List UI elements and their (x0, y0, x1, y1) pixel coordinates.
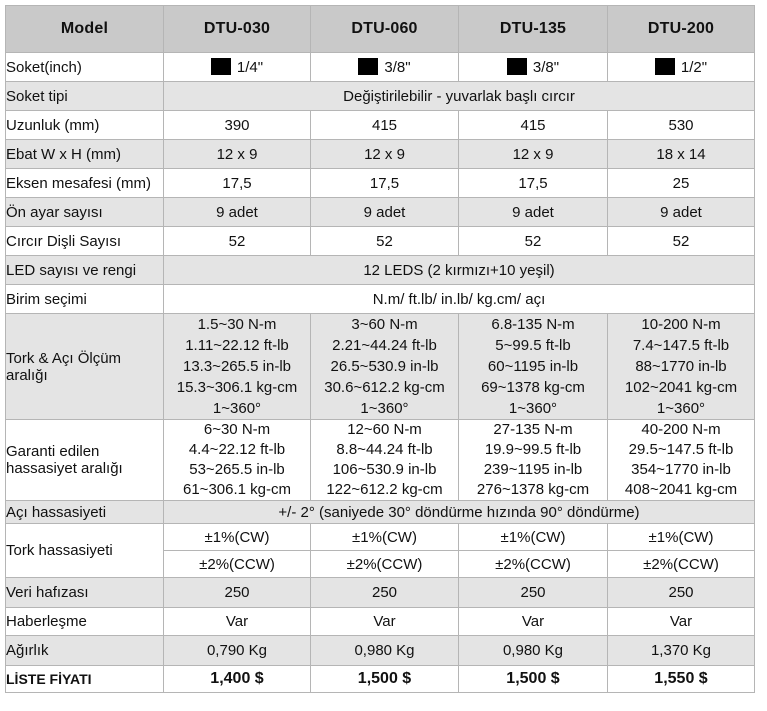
cell-aci-hassasiyet: +/- 2° (saniyede 30° döndürme hızında 90° döndürme) (164, 501, 755, 524)
cell-value: Var (608, 608, 755, 636)
cell-value: 250 (608, 578, 755, 608)
cell-value: ±2%(CCW) (164, 551, 311, 578)
cell-value: 3/8" (532, 59, 560, 76)
cell-garanti-060 (311, 420, 459, 501)
row-label: Soket tipi (6, 82, 164, 111)
header-row (6, 6, 755, 53)
row-soket (6, 53, 755, 82)
cell-value: ±2%(CCW) (459, 551, 608, 578)
header-dtu-135: DTU-135 (459, 6, 608, 53)
cell-line: 239~1195 in-lb (483, 461, 583, 478)
cell-line: 1~360° (656, 400, 706, 417)
cell-value: 25 (608, 169, 755, 198)
cell-value: 17,5 (311, 169, 459, 198)
row-tork-hassasiyet-cw (6, 524, 755, 551)
cell-birim: N.m/ ft.lb/ in.lb/ kg.cm/ açı (164, 285, 755, 314)
cell-line: 1.11~22.12 ft-lb (185, 337, 289, 354)
row-label: Ağırlık (6, 636, 164, 666)
black-square-icon (211, 58, 231, 75)
cell-line: 26.5~530.9 in-lb (330, 358, 439, 375)
cell-soket-060 (311, 53, 459, 82)
cell-line: 354~1770 in-lb (631, 461, 731, 478)
cell-value: ±2%(CCW) (311, 551, 459, 578)
cell-line: 8.8~44.24 ft-lb (336, 441, 433, 458)
row-label: Birim seçimi (6, 285, 164, 314)
cell-line: 69~1378 kg-cm (481, 379, 585, 396)
row-soket-tipi (6, 82, 755, 111)
row-label (6, 314, 164, 420)
cell-value: ±1%(CW) (164, 524, 311, 551)
cell-value: Var (164, 608, 311, 636)
price-value: 1,500 $ (311, 666, 459, 693)
cell-value: 415 (311, 111, 459, 140)
cell-value: 250 (164, 578, 311, 608)
cell-value: 9 adet (608, 198, 755, 227)
cell-value: 250 (311, 578, 459, 608)
cell-value: 52 (164, 227, 311, 256)
cell-line: 40-200 N-m (641, 421, 721, 438)
cell-line: 6.8-135 N-m (491, 316, 575, 333)
cell-line: 3~60 N-m (351, 316, 418, 333)
row-aci-hassasiyet (6, 501, 755, 524)
cell-line: 13.3~265.5 in-lb (182, 358, 291, 375)
cell-value: ±1%(CW) (459, 524, 608, 551)
cell-tork-aci-060 (311, 314, 459, 420)
cell-line: 1~360° (508, 400, 558, 417)
row-led (6, 256, 755, 285)
cell-value: 0,980 Kg (459, 636, 608, 666)
row-label: Açı hassasiyeti (6, 501, 164, 524)
cell-value: 1/2" (680, 59, 708, 76)
cell-line: 19.9~99.5 ft-lb (484, 441, 582, 458)
price-value: 1,550 $ (608, 666, 755, 693)
cell-value: 415 (459, 111, 608, 140)
cell-value: ±1%(CW) (608, 524, 755, 551)
price-value: 1,500 $ (459, 666, 608, 693)
row-eksen (6, 169, 755, 198)
cell-value: 9 adet (459, 198, 608, 227)
cell-tork-aci-135 (459, 314, 608, 420)
label-line: Tork & Açı Ölçüm (6, 349, 122, 367)
cell-value: 3/8" (384, 59, 411, 76)
cell-line: 27-135 N-m (493, 421, 573, 438)
cell-soket-135 (459, 53, 608, 82)
row-birim (6, 285, 755, 314)
cell-line: 4.4~22.12 ft-lb (188, 441, 286, 458)
cell-value: 0,980 Kg (311, 636, 459, 666)
cell-line: 276~1378 kg-cm (476, 481, 590, 498)
cell-value: 12 x 9 (459, 140, 608, 169)
row-haberlesme (6, 608, 755, 636)
cell-value: Var (459, 608, 608, 636)
cell-line: 102~2041 kg-cm (624, 379, 738, 396)
cell-value: Var (311, 608, 459, 636)
cell-line: 29.5~147.5 ft-lb (628, 441, 734, 458)
cell-line: 53~265.5 in-lb (189, 461, 285, 478)
header-dtu-030: DTU-030 (164, 6, 311, 53)
cell-value: 1/4" (236, 59, 264, 76)
cell-line: 1~360° (212, 400, 262, 417)
cell-soket-tipi: Değiştirilebilir - yuvarlak başlı cırcır (164, 82, 755, 111)
spec-table (5, 5, 755, 693)
cell-soket-030 (164, 53, 311, 82)
black-square-icon (358, 58, 378, 75)
cell-value: 12 x 9 (164, 140, 311, 169)
label-line: aralığı (6, 366, 48, 384)
row-label (6, 420, 164, 501)
cell-line: 10-200 N-m (641, 316, 721, 333)
price-value: 1,400 $ (164, 666, 311, 693)
cell-soket-200 (608, 53, 755, 82)
cell-value: ±2%(CCW) (608, 551, 755, 578)
header-dtu-200: DTU-200 (608, 6, 755, 53)
cell-line: 5~99.5 ft-lb (495, 337, 571, 354)
cell-garanti-200 (608, 420, 755, 501)
cell-value: 250 (459, 578, 608, 608)
cell-line: 408~2041 kg-cm (624, 481, 738, 498)
cell-line: 15.3~306.1 kg-cm (176, 379, 298, 396)
cell-value: 52 (311, 227, 459, 256)
row-garanti (6, 420, 755, 501)
row-label: Eksen mesafesi (mm) (6, 169, 164, 198)
cell-led: 12 LEDS (2 kırmızı+10 yeşil) (164, 256, 755, 285)
row-agirlik (6, 636, 755, 666)
black-square-icon (507, 58, 527, 75)
row-label: Ebat W x H (mm) (6, 140, 164, 169)
cell-line: 1.5~30 N-m (197, 316, 277, 333)
cell-line: 7.4~147.5 ft-lb (632, 337, 730, 354)
cell-value: 9 adet (311, 198, 459, 227)
row-ebat (6, 140, 755, 169)
cell-line: 12~60 N-m (347, 421, 422, 438)
cell-value: ±1%(CW) (311, 524, 459, 551)
cell-value: 1,370 Kg (608, 636, 755, 666)
row-uzunluk (6, 111, 755, 140)
cell-value: 52 (459, 227, 608, 256)
row-label: LİSTE FİYATI (6, 666, 164, 693)
row-label: Veri hafızası (6, 578, 164, 608)
row-on-ayar (6, 198, 755, 227)
cell-line: 60~1195 in-lb (487, 358, 579, 375)
row-label: Haberleşme (6, 608, 164, 636)
row-label: LED sayısı ve rengi (6, 256, 164, 285)
cell-line: 30.6~612.2 kg-cm (324, 379, 445, 396)
header-model: Model (6, 6, 164, 53)
row-veri (6, 578, 755, 608)
cell-value: 390 (164, 111, 311, 140)
cell-tork-aci-030 (164, 314, 311, 420)
black-square-icon (655, 58, 675, 75)
cell-tork-aci-200 (608, 314, 755, 420)
cell-value: 18 x 14 (608, 140, 755, 169)
cell-value: 17,5 (164, 169, 311, 198)
row-label: Cırcır Dişli Sayısı (6, 227, 164, 256)
cell-line: 106~530.9 in-lb (332, 461, 437, 478)
row-label: Uzunluk (mm) (6, 111, 164, 140)
cell-value: 530 (608, 111, 755, 140)
cell-line: 88~1770 in-lb (635, 358, 727, 375)
row-label: Ön ayar sayısı (6, 198, 164, 227)
row-circir (6, 227, 755, 256)
label-line: hassasiyet aralığı (6, 460, 123, 477)
cell-value: 9 adet (164, 198, 311, 227)
cell-line: 6~30 N-m (203, 421, 271, 438)
row-tork-aci (6, 314, 755, 420)
label-line: Garanti edilen (6, 443, 100, 460)
row-label: Soket(inch) (6, 53, 164, 82)
cell-line: 1~360° (360, 400, 409, 417)
cell-value: 17,5 (459, 169, 608, 198)
cell-garanti-030 (164, 420, 311, 501)
cell-line: 122~612.2 kg-cm (326, 481, 443, 498)
cell-value: 0,790 Kg (164, 636, 311, 666)
row-label: Tork hassasiyeti (6, 524, 164, 578)
cell-value: 12 x 9 (311, 140, 459, 169)
cell-line: 2.21~44.24 ft-lb (332, 337, 437, 354)
cell-garanti-135 (459, 420, 608, 501)
cell-value: 52 (608, 227, 755, 256)
row-liste-fiyati (6, 666, 755, 693)
header-dtu-060: DTU-060 (311, 6, 459, 53)
cell-line: 61~306.1 kg-cm (183, 481, 291, 498)
